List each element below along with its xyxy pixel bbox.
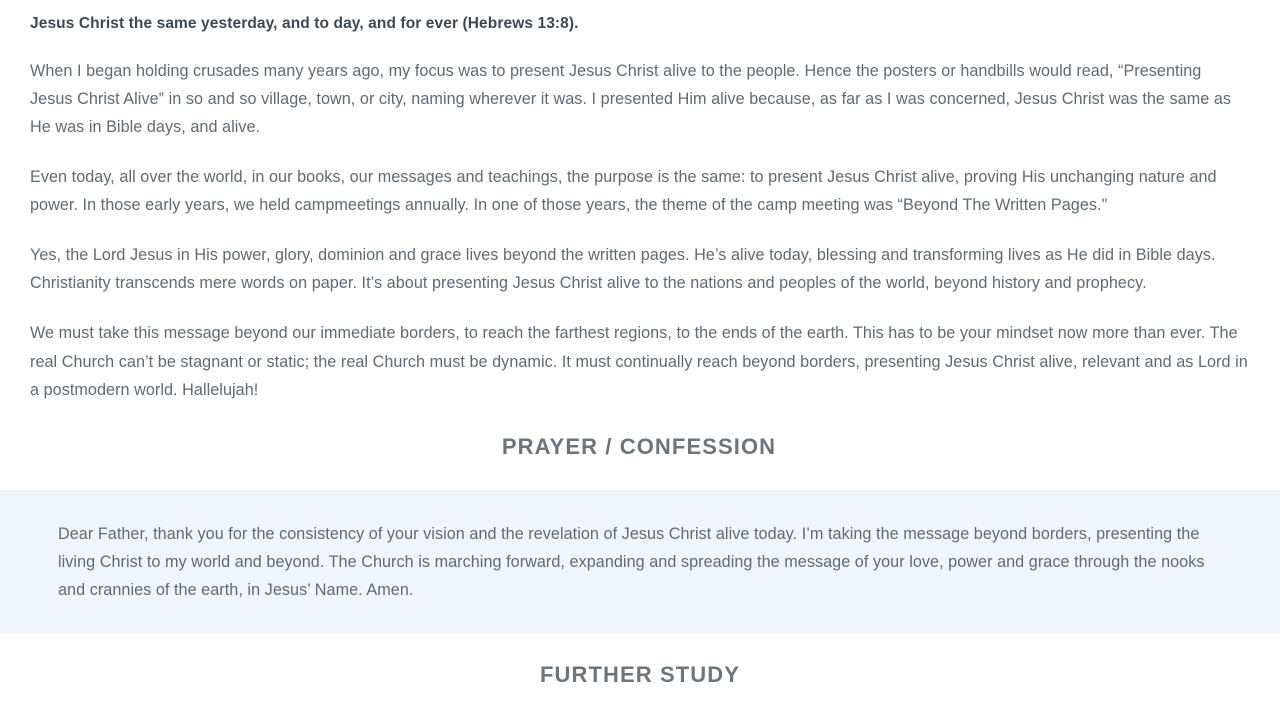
prayer-text: Dear Father, thank you for the consistency of your vision and the revelation of Jesus Christ alive today. I’m taking the message beyond borders, presenting the living Christ to my world and beyond. The Church is marching forward, expanding and spreading the message of your love, power and grace through the nooks and crannies of the earth, in Jesus’ Name. Amen. (58, 524, 1205, 599)
body-paragraph-3: Yes, the Lord Jesus in His power, glory, dominion and grace lives beyond the written pages. He’s alive today, blessing and transforming lives as He did in Bible days. Christianity transcends mere words on paper. It’s about presenting Jesus Christ alive to the nations and peoples of the world, beyond history and prophecy. (30, 246, 1216, 293)
scripture-verse: Jesus Christ the same yesterday, and to day, and for ever (Hebrews 13:8). (30, 15, 579, 32)
body-paragraph-4: We must take this message beyond our immediate borders, to reach the farthest regions, to the ends of the earth. This has to be your mindset now more than ever. The real Church can’t be stagnant or static; the real Church must be dynamic. It must continually reach beyond borders, presenting Jesus Christ alive, relevant and as Lord in a postmodern world. Hallelujah! (30, 324, 1248, 399)
prayer-section-heading: PRAYER / CONFESSION (501, 433, 777, 459)
prayer-box (0, 490, 1280, 634)
body-paragraph-2: Even today, all over the world, in our books, our messages and teachings, the purpose is the same: to present Jesus Christ alive, proving His unchanging nature and power. In those early years, we held campmeetings annually. In one of those years, the theme of the camp meeting was “Beyond The Written Pages." (30, 168, 1217, 215)
body-paragraph-1: When I began holding crusades many years ago, my focus was to present Jesus Christ alive to the people. Hence the posters or handbills would read, “Presenting Jesus Christ Alive” in so and so village, town, or city, naming wherever it was. I presented Him alive because, as far as I was concerned, Jesus Christ was the same as He was in Bible days, and alive. (30, 62, 1232, 137)
further-study-heading: FURTHER STUDY (539, 661, 741, 687)
